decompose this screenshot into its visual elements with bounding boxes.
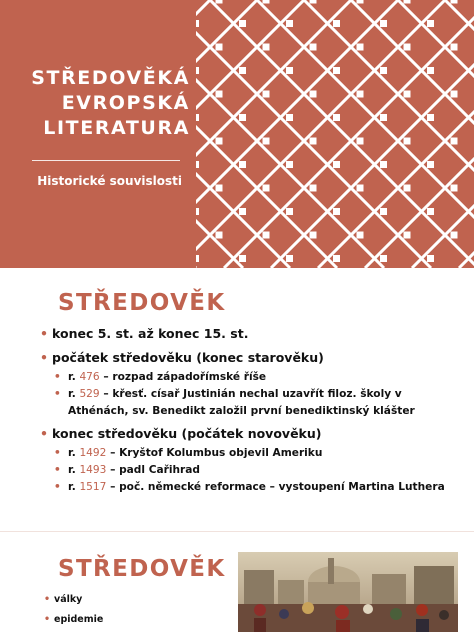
lattice-square [263,185,270,192]
lattice-square [357,232,364,239]
lattice-square [404,91,411,98]
lattice-square [357,44,364,51]
bullet-item [40,348,460,420]
bullet-item: • epidemie [44,610,103,630]
lattice-square [216,91,223,98]
event-text: – Kryštof Kolumbus objevil Ameriku [106,447,323,459]
lattice-square [357,0,364,4]
lattice-square [286,208,293,215]
lattice-square [451,185,458,192]
lattice-square [404,0,411,4]
content-slide [0,268,474,531]
year-value: 476 [79,371,100,383]
year-prefix: r. [68,447,80,459]
event-text: – poč. německé reformace – vystoupení Martina Luthera [106,481,445,493]
year-value: 1493 [79,464,107,476]
lattice-square [427,255,434,262]
year-value: 529 [79,388,100,400]
lattice-square [427,67,434,74]
lattice-square [333,208,340,215]
lattice-square [216,44,223,51]
lattice-square [427,161,434,168]
bullet-text: počátek středověku (konec starověku) [52,350,324,365]
lattice-square [380,67,387,74]
title-divider [32,160,180,161]
title-line: EVROPSKÁ [61,92,190,114]
lattice-square [239,208,246,215]
sub-bullet-item [40,445,460,462]
year-prefix: r. [68,371,80,383]
lattice-square [310,138,317,145]
lattice-square [216,232,223,239]
lattice-square [310,232,317,239]
year-value: 1492 [79,447,107,459]
lattice-square [216,138,223,145]
lattice-square [404,138,411,145]
slide-heading: STŘEDOVĚK [58,290,226,316]
event-text: – rozpad západořímské říše [99,371,267,383]
lattice-square [196,208,199,215]
lattice-square [310,91,317,98]
bullet-item [40,424,460,496]
lattice-square [263,232,270,239]
medieval-painting-image [238,552,458,632]
third-slide [0,531,474,632]
lattice-square [333,114,340,121]
lattice-square [451,138,458,145]
title-line: LITERATURA [43,117,190,139]
lattice-square [380,161,387,168]
lattice-square [451,44,458,51]
year-prefix: r. [68,481,80,493]
bullet-text: konec 5. st. až konec 15. st. [52,326,249,341]
bullet-list [44,590,103,630]
lattice-square [263,91,270,98]
lattice-square [196,20,199,27]
lattice-square [286,161,293,168]
lattice-square [427,114,434,121]
lattice-square [310,0,317,4]
lattice-square [333,161,340,168]
lattice-square [380,114,387,121]
lattice-square [286,20,293,27]
lattice-square [239,114,246,121]
sub-bullet-list [52,445,460,496]
lattice-square [196,161,199,168]
bullet-item [40,324,460,344]
lattice-square [451,0,458,4]
bullet-list [40,324,460,496]
lattice-pattern [196,0,474,268]
lattice-square [333,67,340,74]
title-slide-subtitle: Historické souvislosti [37,174,182,188]
event-text: – křesť. císař Justinián nechal uzavřít filoz. školy v Athénách, sv. Benedikt založil první benediktinský klášter [68,388,415,417]
lattice-square [310,44,317,51]
year-prefix: r. [68,388,80,400]
lattice-square [380,20,387,27]
sub-bullet-item [40,369,460,386]
sub-bullet-item [40,462,460,479]
lattice-square [286,67,293,74]
lattice-square [357,138,364,145]
lattice-square [357,185,364,192]
sub-bullet-item [40,386,460,420]
lattice-square [333,255,340,262]
title-slide-title [30,66,190,141]
lattice-square [380,208,387,215]
lattice-square [196,114,199,121]
lattice-square [286,255,293,262]
lattice-square [286,114,293,121]
lattice-square [380,255,387,262]
sub-bullet-list [52,369,460,420]
lattice-square [451,232,458,239]
bullet-text: konec středověku (počátek novověku) [52,426,322,441]
lattice-square [357,91,364,98]
lattice-square [404,44,411,51]
bullet-item: • války [44,590,103,610]
year-value: 1517 [79,481,107,493]
lattice-square [196,255,199,262]
lattice-square [404,232,411,239]
lattice-square [451,91,458,98]
sub-bullet-item [40,479,460,496]
lattice-square [216,185,223,192]
lattice-square [239,161,246,168]
lattice-square [427,20,434,27]
lattice-square [239,20,246,27]
lattice-square [427,208,434,215]
lattice-square [404,185,411,192]
lattice-square [263,0,270,4]
lattice-square [239,255,246,262]
lattice-square [263,44,270,51]
lattice-square [263,138,270,145]
event-text: – padl Cařihrad [106,464,200,476]
lattice-square [196,67,199,74]
slide-heading: STŘEDOVĚK [58,556,226,582]
year-prefix: r. [68,464,80,476]
lattice-square [310,185,317,192]
title-slide [0,0,474,268]
title-line: STŘEDOVĚKÁ [31,67,190,89]
lattice-square [239,67,246,74]
lattice-square [333,20,340,27]
lattice-square [216,0,223,4]
